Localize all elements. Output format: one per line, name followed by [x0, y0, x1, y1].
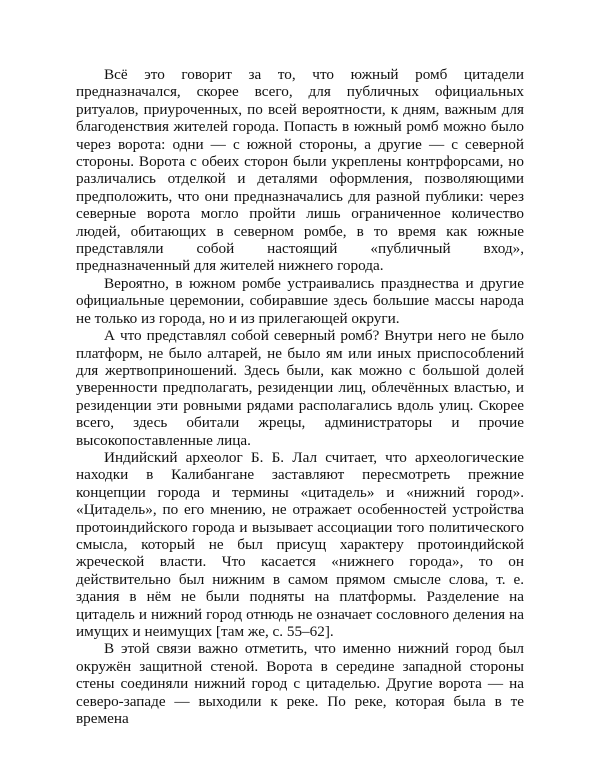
paragraph-north-rhomb: А что представлял собой северный ромб? Внутри него не было платформ, не было алтарей, не было ям или иных приспособлений для жертвоприношений. Здесь были, как можно с большой долей уверенности предполагать, резиденции лиц, облечённых властью, и резиденции эти ровными рядами располагались вдоль улиц. Скорее всего, здесь обитали жрецы, администраторы и прочие высокопоставленные лица. — [76, 327, 524, 449]
paragraph-festivities: Вероятно, в южном ромбе устраивались празднества и другие официальные церемонии, собиравшие здесь большие массы народа не только из города, но и из прилегающей округи. — [76, 274, 524, 327]
paragraph-lower-town-wall: В этой связи важно отметить, что именно нижний город был окружён защитной стеной. Ворота в середине западной стороны стены соединяли нижний город с цитаделью. Другие ворота — на северо-западе — выходили к реке. По реке, которая была в те времена — [76, 640, 524, 728]
paragraph-lal-opinion: Индийский археолог Б. Б. Лал считает, что археологические находки в Калибангане заставляют пересмотреть прежние концепции города и термины «цитадель» и «нижний город». «Цитадель», по его мнению, не отражает особенностей устройства протоиндийского города и вызывает ассоциации того политического смысла, который не был присущ характеру протоиндийской жреческой власти. Что касается «нижнего города», то он действительно был нижним в самом прямом смысле слова, т. е. здания в нём не были подняты на платформы. Разделение на цитадель и нижний город отнюдь не означает сословного деления на имущих и неимущих [там же, с. 55–62]. — [76, 448, 524, 640]
paragraph-south-rhomb: Всё это говорит за то, что южный ромб цитадели предназначался, скорее всего, для публичных официальных ритуалов, приуроченных, по всей вероятности, к дням, важным для благоденствия жителей города. Попасть в южный ромб можно было через ворота: одни — с южной стороны, а другие — с северной стороны. Ворота с обеих сторон были укреплены контрфорсами, но различались отделкой и деталями оформления, позволяющими предположить, что они предназначались для разной публики: через северные ворота могло пройти лишь ограниченное количество людей, обитающих в северном ромбе, в то время как южные представляли собой настоящий «публичный вход», предназначенный для жителей нижнего города. — [76, 66, 524, 275]
document-page — [76, 66, 524, 727]
